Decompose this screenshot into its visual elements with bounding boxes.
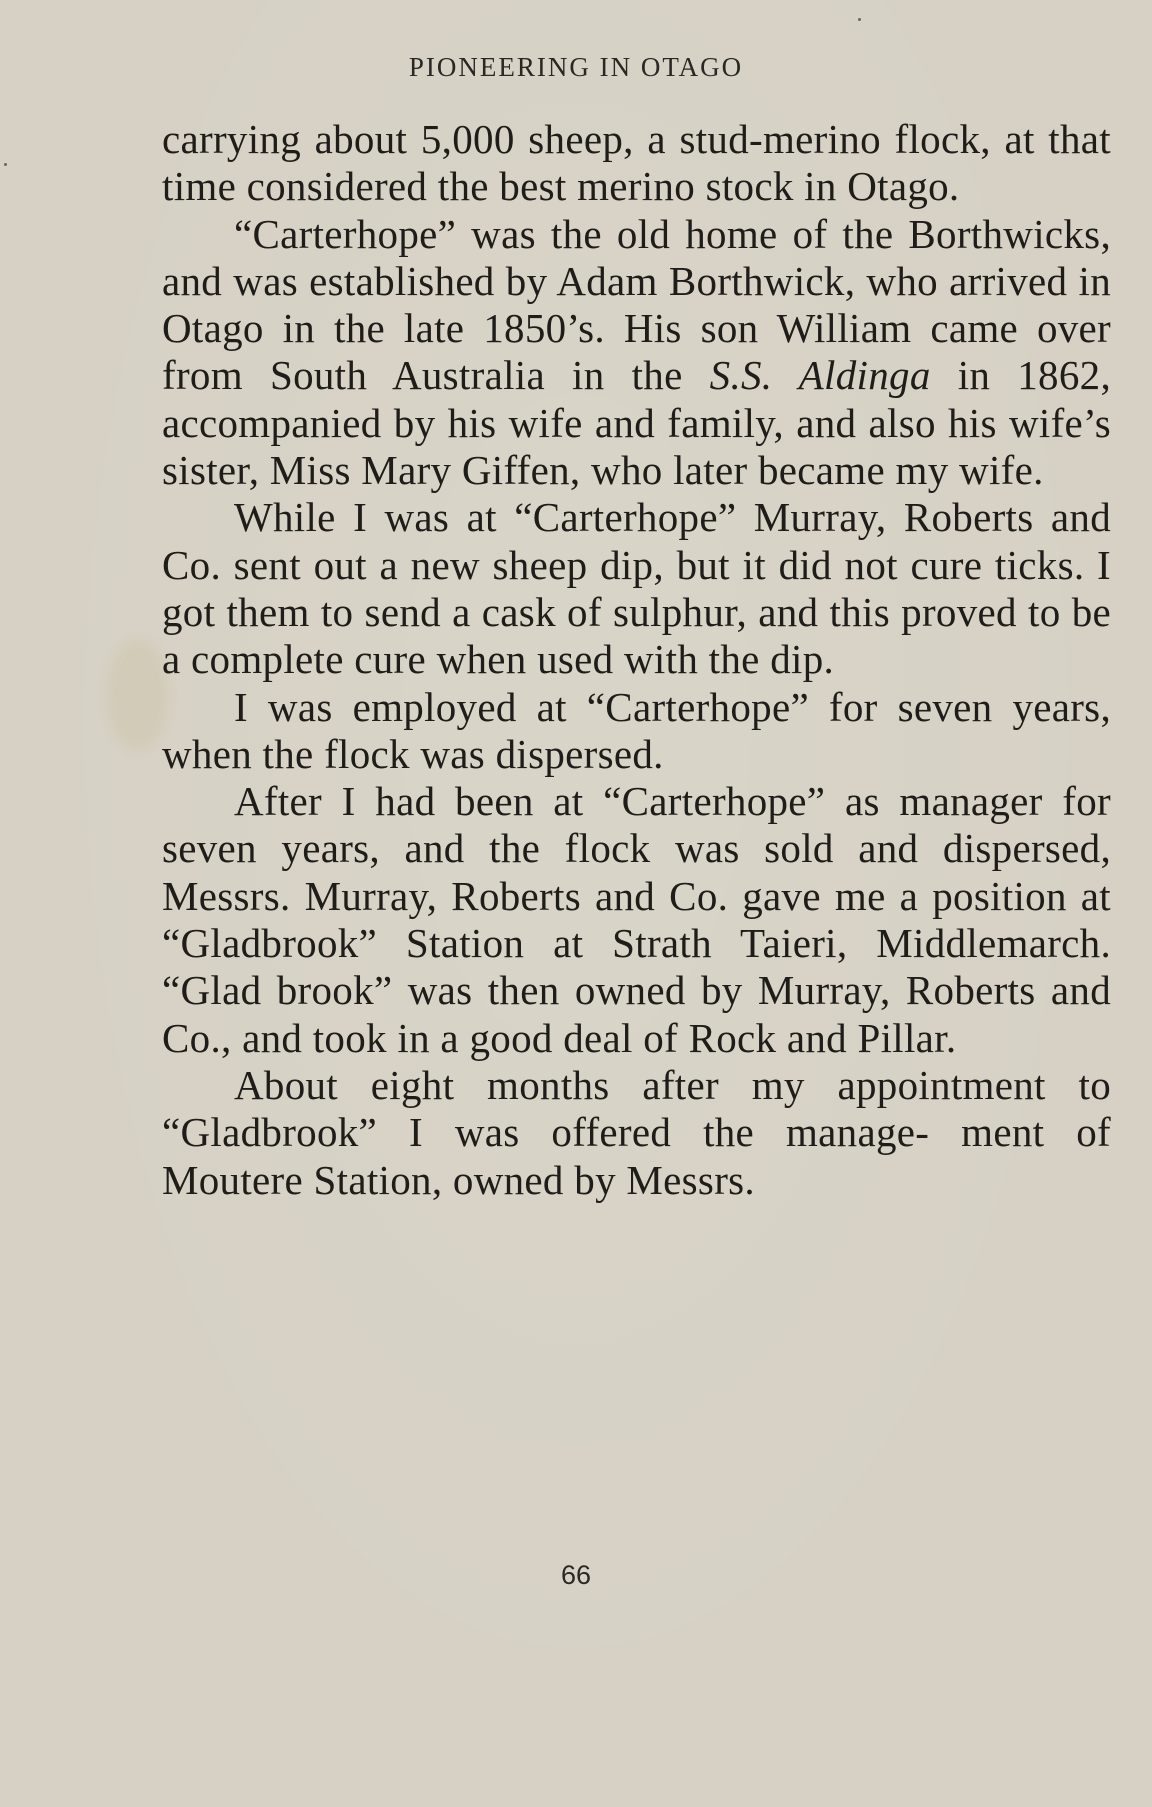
paragraph-2-text-a: “Carterhope” was the old home of the Borthwicks, and was established by Adam Borthwick, who arrived in Otago in the late 1850’s. His son William came over from South Australia in the xyxy=(162,210,1111,399)
paper-speck xyxy=(858,18,861,21)
running-head: PIONEERING IN OTAGO xyxy=(408,52,744,82)
paper-stain xyxy=(108,640,168,750)
paragraph-3: While I was at “Carterhope” Murray, Roberts and Co. sent out a new sheep dip, but it did not cure ticks. I got them to send a cask of sulphur, and this proved to be a complete cure when used with the dip. xyxy=(162,494,1111,683)
body-text xyxy=(162,116,1111,1204)
paragraph-6: About eight months after my appointment to “Gladbrook” I was offered the manage- ment of Moutere Station, owned by Messrs. xyxy=(162,1061,1111,1203)
paper-speck xyxy=(4,163,7,166)
paragraph-4: I was employed at “Carterhope” for seven years, when the flock was dispersed. xyxy=(162,683,1111,777)
paragraph-5: After I had been at “Carterhope” as manager for seven years, and the flock was sold and dispersed, Messrs. Murray, Roberts and Co. gave me a position at “Gladbrook” Station at Strath Taieri, Middlemarch. “Glad brook” was then owned by Murray, Roberts and Co., and took in a good deal of Rock and Pillar. xyxy=(162,778,1111,1061)
page-number: 66 xyxy=(560,1560,592,1590)
ship-name: S.S. Aldinga xyxy=(709,352,931,399)
paragraph-1: carrying about 5,000 sheep, a stud-merino flock, at that time considered the best merino stock in Otago. xyxy=(162,116,1111,210)
paragraph-2 xyxy=(162,211,1111,495)
paragraph-2-text-b: in 1862, accompanied by his wife and family, and also his wife’s sister, Miss Mary Giffen, who later became my wife. xyxy=(162,352,1112,494)
page-number-wrapper xyxy=(0,1560,1152,1591)
